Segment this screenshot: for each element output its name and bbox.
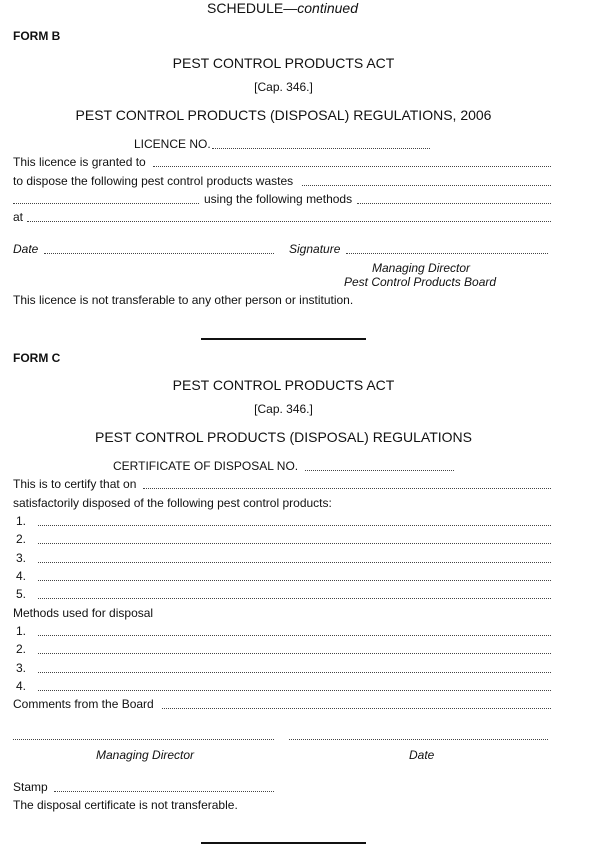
- at-label: at: [13, 210, 24, 224]
- form-b-regulations-title: PEST CONTROL PRODUCTS (DISPOSAL) REGULATIONS, 2006: [75, 107, 492, 123]
- certificate-transfer-note: The disposal certificate is not transferable.: [13, 798, 238, 812]
- certify-date-field[interactable]: [143, 488, 551, 489]
- granted-to-field[interactable]: [153, 166, 551, 167]
- date-field[interactable]: [44, 253, 274, 254]
- product-field[interactable]: [38, 543, 551, 544]
- stamp-label: Stamp: [13, 780, 48, 794]
- form-c-label: FORM C: [13, 351, 61, 365]
- schedule-text: SCHEDULE—: [207, 0, 298, 16]
- signature-label: Signature: [289, 242, 341, 256]
- product-number: 4.: [16, 569, 27, 583]
- section-divider-bottom: [201, 842, 366, 844]
- at-field[interactable]: [27, 221, 551, 222]
- dispose-label: to dispose the following pest control products wastes: [13, 174, 294, 188]
- method-number: 2.: [16, 642, 27, 656]
- wastes-field-continued[interactable]: [13, 203, 199, 204]
- managing-director-title: Managing Director: [372, 261, 471, 275]
- continued-text: continued: [297, 0, 358, 16]
- md-signature-label: Managing Director: [96, 748, 195, 762]
- certify-label: This is to certify that on: [13, 477, 137, 491]
- licence-no-field[interactable]: [212, 148, 430, 149]
- product-field[interactable]: [38, 598, 551, 599]
- product-number: 1.: [16, 514, 27, 528]
- method-field[interactable]: [38, 653, 551, 654]
- stamp-field[interactable]: [54, 791, 274, 792]
- comments-label: Comments from the Board: [13, 697, 154, 711]
- date-signature-field[interactable]: [289, 739, 548, 740]
- method-field[interactable]: [38, 635, 551, 636]
- satisfactorily-label: satisfactorily disposed of the following pest control products:: [13, 496, 332, 510]
- product-number: 5.: [16, 587, 27, 601]
- form-b-cap: [Cap. 346.]: [254, 80, 313, 94]
- method-number: 1.: [16, 624, 27, 638]
- comments-field[interactable]: [162, 708, 551, 709]
- md-signature-field[interactable]: [13, 739, 274, 740]
- board-title: Pest Control Products Board: [344, 275, 497, 289]
- granted-to-label: This licence is granted to: [13, 155, 146, 169]
- product-field[interactable]: [38, 525, 551, 526]
- method-number: 3.: [16, 661, 27, 675]
- methods-field[interactable]: [357, 203, 551, 204]
- licence-transfer-note: This licence is not transferable to any other person or institution.: [13, 293, 354, 307]
- method-field[interactable]: [38, 690, 551, 691]
- methods-used-label: Methods used for disposal: [13, 606, 154, 620]
- signature-field[interactable]: [346, 253, 548, 254]
- form-b-act-title: PEST CONTROL PRODUCTS ACT: [172, 55, 395, 71]
- method-field[interactable]: [38, 672, 551, 673]
- date-label: Date: [13, 242, 39, 256]
- methods-label: using the following methods: [204, 192, 353, 206]
- date-signature-label: Date: [409, 748, 435, 762]
- schedule-heading: [0, 0, 565, 16]
- section-divider: [201, 338, 366, 340]
- product-number: 2.: [16, 532, 27, 546]
- form-c-cap: [Cap. 346.]: [254, 402, 313, 416]
- licence-no-label: LICENCE NO.: [134, 137, 211, 151]
- product-number: 3.: [16, 551, 27, 565]
- method-number: 4.: [16, 679, 27, 693]
- form-c-regulations-title: PEST CONTROL PRODUCTS (DISPOSAL) REGULATIONS: [94, 429, 473, 445]
- form-b-label: FORM B: [13, 29, 61, 43]
- form-c-act-title: PEST CONTROL PRODUCTS ACT: [172, 377, 395, 393]
- product-field[interactable]: [38, 562, 551, 563]
- certificate-no-field[interactable]: [305, 470, 454, 471]
- certificate-no-label: CERTIFICATE OF DISPOSAL NO.: [113, 459, 299, 473]
- product-field[interactable]: [38, 580, 551, 581]
- wastes-field[interactable]: [302, 185, 551, 186]
